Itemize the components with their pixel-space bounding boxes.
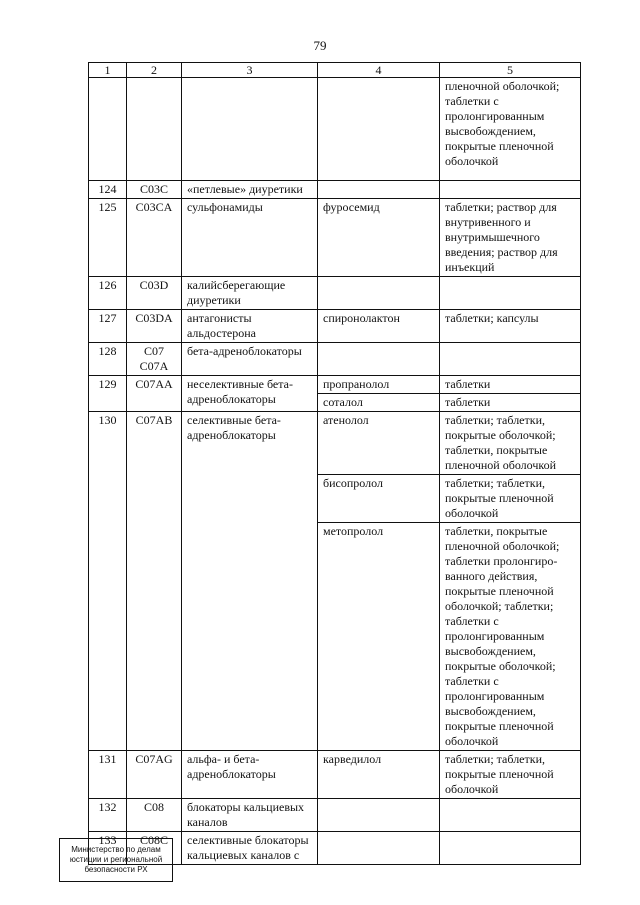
table-row: [89, 751, 581, 799]
registration-stamp: [59, 838, 173, 882]
atc-code: C03CA: [127, 199, 182, 277]
column-header: 2: [127, 63, 182, 78]
row-number: 127: [89, 310, 127, 343]
group-name: калийсберегающие диуретики: [182, 277, 318, 310]
group-name: неселективные бета-адреноблокаторы: [182, 376, 318, 412]
group-name: антагонисты альдостерона: [182, 310, 318, 343]
table-row: [89, 181, 581, 199]
atc-code: C03D: [127, 277, 182, 310]
stamp-line: юстиции и региональной: [69, 855, 163, 864]
dosage-form: [440, 181, 581, 199]
group-name: альфа- и бета-адреноблокаторы: [182, 751, 318, 799]
drug-name: [318, 277, 440, 310]
row-number: 124: [89, 181, 127, 199]
table-row: [89, 199, 581, 277]
drug-name: [318, 343, 440, 376]
row-number: 130: [89, 412, 127, 751]
dosage-form: таблетки; таблетки, покрытые пленочной оболочкой: [440, 751, 581, 799]
group-name: блокаторы кальциевых каналов: [182, 799, 318, 832]
drug-name: пропранолол: [318, 376, 440, 394]
drug-name: бисопролол: [318, 475, 440, 523]
table-row: [89, 799, 581, 832]
atc-code: C07AG: [127, 751, 182, 799]
drug-name: спиронолактон: [318, 310, 440, 343]
stamp-line: безопасности РХ: [84, 865, 148, 874]
drug-name: карведилол: [318, 751, 440, 799]
group-name: бета-адреноблокаторы: [182, 343, 318, 376]
table-row: [89, 78, 581, 181]
dosage-form: [440, 832, 581, 865]
drug-name: [318, 78, 440, 181]
dosage-form: таблетки; таблетки, покрытые оболочкой; таблетки, покрытые пленочной оболочкой: [440, 412, 581, 475]
table-row: [89, 343, 581, 376]
group-name: селективные бета-адреноблокаторы: [182, 412, 318, 751]
dosage-form: [440, 343, 581, 376]
dosage-form: таблетки, покрытые пленочной оболочкой; таблетки пролонгиро-ванного действия, покрытые пленочной оболочкой; таблетки; таблетки с пролонгированным высвобождением, покрытые оболочкой; таблетки с пролонгированным высвобождением, покрытые пленочной оболочкой: [440, 523, 581, 751]
table-row: [89, 376, 581, 394]
atc-code: C03DA: [127, 310, 182, 343]
dosage-form: [440, 799, 581, 832]
dosage-form: пленочной оболочкой; таблетки с пролонгированным высвобождением, покрытые пленочной оболочкой: [440, 78, 581, 181]
table-row: [89, 412, 581, 475]
group-name: [182, 78, 318, 181]
dosage-form: таблетки: [440, 394, 581, 412]
row-number: [89, 78, 127, 181]
dosage-form: таблетки; таблетки, покрытые пленочной оболочкой: [440, 475, 581, 523]
drug-name: фуросемид: [318, 199, 440, 277]
table-row: [89, 310, 581, 343]
group-name: сульфонамиды: [182, 199, 318, 277]
drug-name: [318, 181, 440, 199]
atc-code: C07AA: [127, 376, 182, 412]
drug-name: [318, 799, 440, 832]
atc-code: [127, 78, 182, 181]
table-header-row: [89, 63, 581, 78]
row-number: 126: [89, 277, 127, 310]
drug-name: [318, 832, 440, 865]
column-header: 1: [89, 63, 127, 78]
atc-code: C08: [127, 799, 182, 832]
table-row: [89, 277, 581, 310]
drug-name: метопролол: [318, 523, 440, 751]
row-number: 132: [89, 799, 127, 832]
dosage-form: таблетки; капсулы: [440, 310, 581, 343]
atc-code: C07 C07A: [127, 343, 182, 376]
column-header: 4: [318, 63, 440, 78]
group-name: «петлевые» диуретики: [182, 181, 318, 199]
row-number: 131: [89, 751, 127, 799]
column-header: 5: [440, 63, 581, 78]
row-number: 125: [89, 199, 127, 277]
column-header: 3: [182, 63, 318, 78]
page-number: 79: [313, 38, 327, 53]
row-number: 128: [89, 343, 127, 376]
group-name: селективные блокаторы кальциевых каналов с: [182, 832, 318, 865]
row-number: 129: [89, 376, 127, 412]
stamp-line: Министерство по делам: [71, 845, 161, 854]
atc-code: C08C: [127, 832, 182, 865]
dosage-form: [440, 277, 581, 310]
dosage-form: таблетки; раствор для внутривенного и внутримышечного введения; раствор для инъекций: [440, 199, 581, 277]
drug-name: атенолол: [318, 412, 440, 475]
drug-name: соталол: [318, 394, 440, 412]
atc-code: C07AB: [127, 412, 182, 751]
atc-code: C03C: [127, 181, 182, 199]
drug-table: [88, 62, 581, 865]
row-number: 133: [89, 832, 127, 865]
dosage-form: таблетки: [440, 376, 581, 394]
